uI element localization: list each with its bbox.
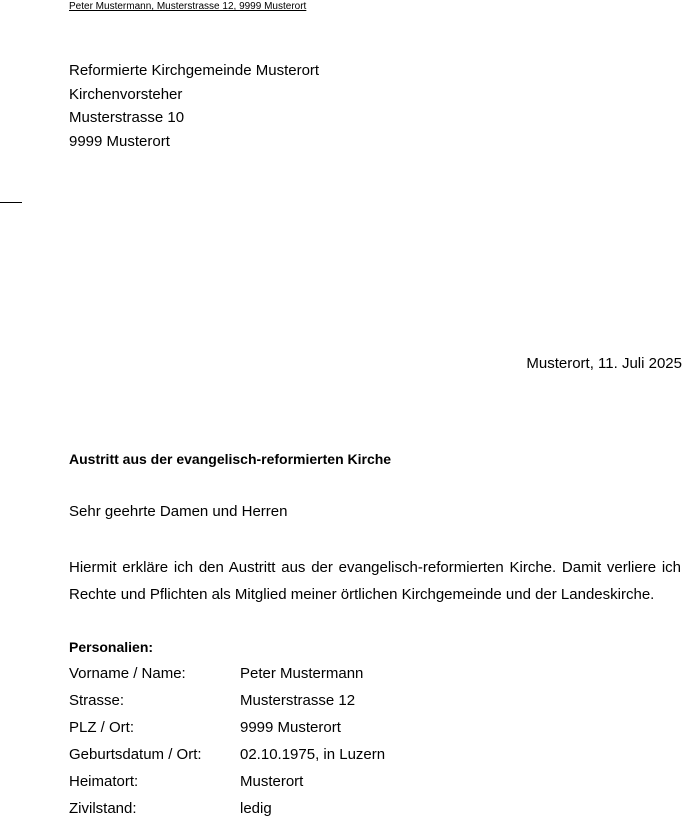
letter-date: Musterort, 11. Juli 2025 [526,355,682,372]
personal-value: Musterstrasse 12 [240,692,356,709]
personal-value: 02.10.1975, in Luzern [240,746,386,763]
recipient-title: Kirchenvorsteher [69,85,183,103]
personal-value: Peter Mustermann [240,665,364,682]
recipient-organization: Reformierte Kirchgemeinde Musterort [69,62,320,79]
letter-salutation: Sehr geehrte Damen und Herren [69,503,288,520]
personal-label: PLZ / Ort: [69,719,135,736]
personal-label: Geburtsdatum / Ort: [69,746,202,763]
personal-label: Strasse: [69,692,125,709]
personal-label: Zivilstand: [69,800,137,817]
personal-row-street [69,687,385,714]
recipient-city: 9999 Musterort [69,132,170,150]
recipient-street: Musterstrasse 10 [69,109,185,126]
personal-value: 9999 Musterort [240,719,341,736]
personal-row-civil-status [69,795,385,822]
personal-row-city [69,714,385,741]
personal-value: ledig [240,800,272,817]
personal-label: Vorname / Name: [69,665,186,682]
personal-label: Heimatort: [69,773,139,790]
personal-row-hometown [69,768,385,795]
personal-details-table [69,660,385,822]
personal-value: Musterort [240,773,304,790]
fold-mark [0,202,22,203]
letter-subject: Austritt aus der evangelisch-reformierten Kirche [69,451,392,467]
personal-row-birth [69,741,385,768]
personal-row-name [69,660,385,687]
letter-body-paragraph: Hiermit erkläre ich den Austritt aus der evangelisch-reformierten Kirche. Damit verliere ich Rechte und Pflichten als Mitglied meiner örtlichen Kirchgemeinde und der Landeskirche. [69,559,681,603]
recipient-address [69,59,319,153]
personal-details-heading: Personalien: [69,639,154,655]
sender-return-address: Peter Mustermann, Musterstrasse 12, 9999 Musterort [69,1,307,12]
